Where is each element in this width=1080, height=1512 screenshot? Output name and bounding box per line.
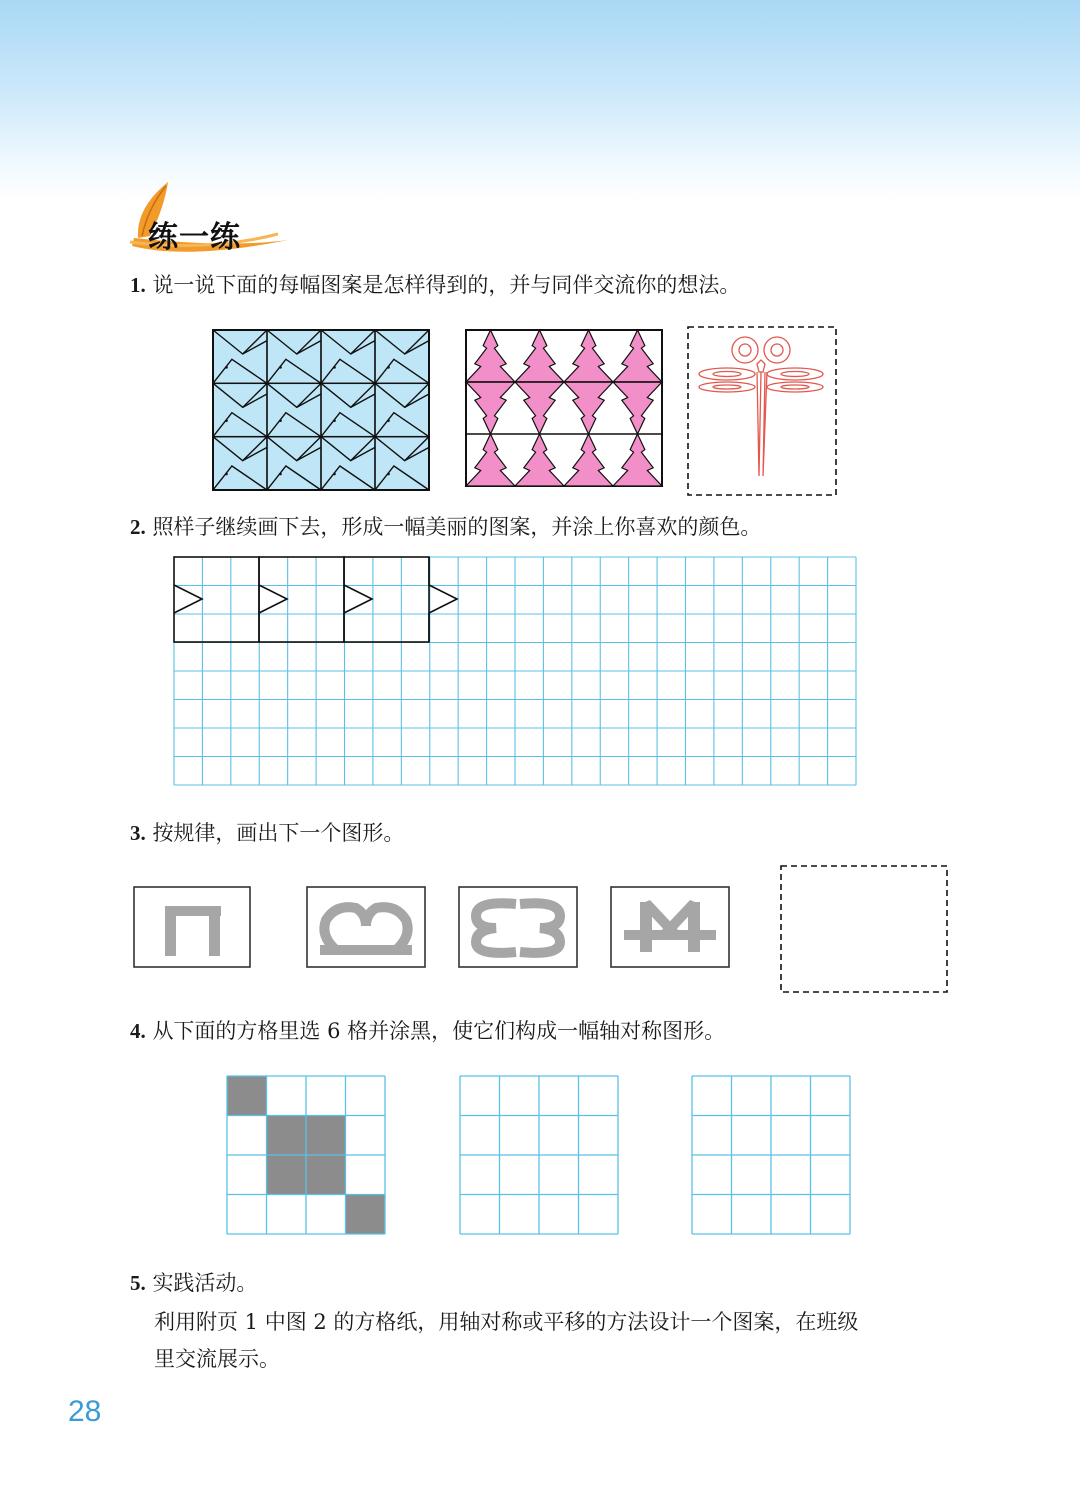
- q3-figure-3-value: 3: [518, 962, 519, 963]
- filled-cell: [227, 1076, 267, 1116]
- question-4-number: 4.: [130, 1019, 146, 1043]
- section-title: 练一练: [148, 220, 241, 255]
- q3-figure-3: [458, 886, 578, 968]
- filled-cell: [346, 1195, 386, 1235]
- q4-example-grid: [227, 1076, 385, 1234]
- q3-figure-1-value: 1: [192, 962, 193, 963]
- q4-answer-grid-1[interactable]: [460, 1076, 618, 1234]
- question-5-text: 实践活动。: [152, 1271, 258, 1295]
- question-3-text: 按规律，画出下一个图形。: [152, 821, 405, 845]
- dragonfly-icon: [699, 337, 823, 476]
- q1-dragonfly-figure: [687, 326, 837, 496]
- question-1-text: 说一说下面的每幅图案是怎样得到的，并与同伴交流你的想法。: [152, 273, 741, 297]
- filled-cell: [267, 1155, 307, 1195]
- q3-figure-1: [133, 886, 251, 968]
- page-number: 28: [68, 1395, 102, 1428]
- filled-cell: [306, 1116, 346, 1156]
- q1-blue-tessellation: [213, 330, 429, 490]
- question-4-text: 从下面的方格里选 6 格并涂黑，使它们构成一幅轴对称图形。: [152, 1019, 726, 1043]
- question-5-number: 5.: [130, 1271, 146, 1295]
- q3-figure-4: [610, 886, 730, 968]
- q3-figure-2: [306, 886, 426, 968]
- question-2-number: 2.: [130, 515, 146, 539]
- filled-cell: [306, 1155, 346, 1195]
- q3-figure-4-value: 4: [670, 962, 671, 963]
- question-3-number: 3.: [130, 821, 146, 845]
- question-2-text: 照样子继续画下去，形成一幅美丽的图案，并涂上你喜欢的颜色。: [152, 515, 762, 539]
- q3-answer-box[interactable]: [780, 865, 948, 993]
- question-4: [130, 1016, 725, 1046]
- question-5: [130, 1268, 257, 1298]
- question-5-body-line-2: 里交流展示。: [154, 1347, 280, 1371]
- q2-drawing-grid[interactable]: [174, 557, 856, 785]
- question-1-number: 1.: [130, 273, 146, 297]
- q1-pink-tessellation: [466, 330, 662, 486]
- section-title-badge: [128, 178, 298, 258]
- q3-figure-2-value: 2: [366, 962, 367, 963]
- question-3: [130, 818, 404, 848]
- q2-sample-pattern: [174, 557, 457, 642]
- header-gradient-band: [0, 0, 1080, 200]
- question-5-body-line-1: 利用附页 1 中图 2 的方格纸，用轴对称或平移的方法设计一个图案，在班级: [154, 1310, 859, 1334]
- filled-cell: [267, 1116, 307, 1156]
- q4-answer-grid-2[interactable]: [692, 1076, 850, 1234]
- question-2: [130, 512, 761, 542]
- question-1: [130, 270, 740, 300]
